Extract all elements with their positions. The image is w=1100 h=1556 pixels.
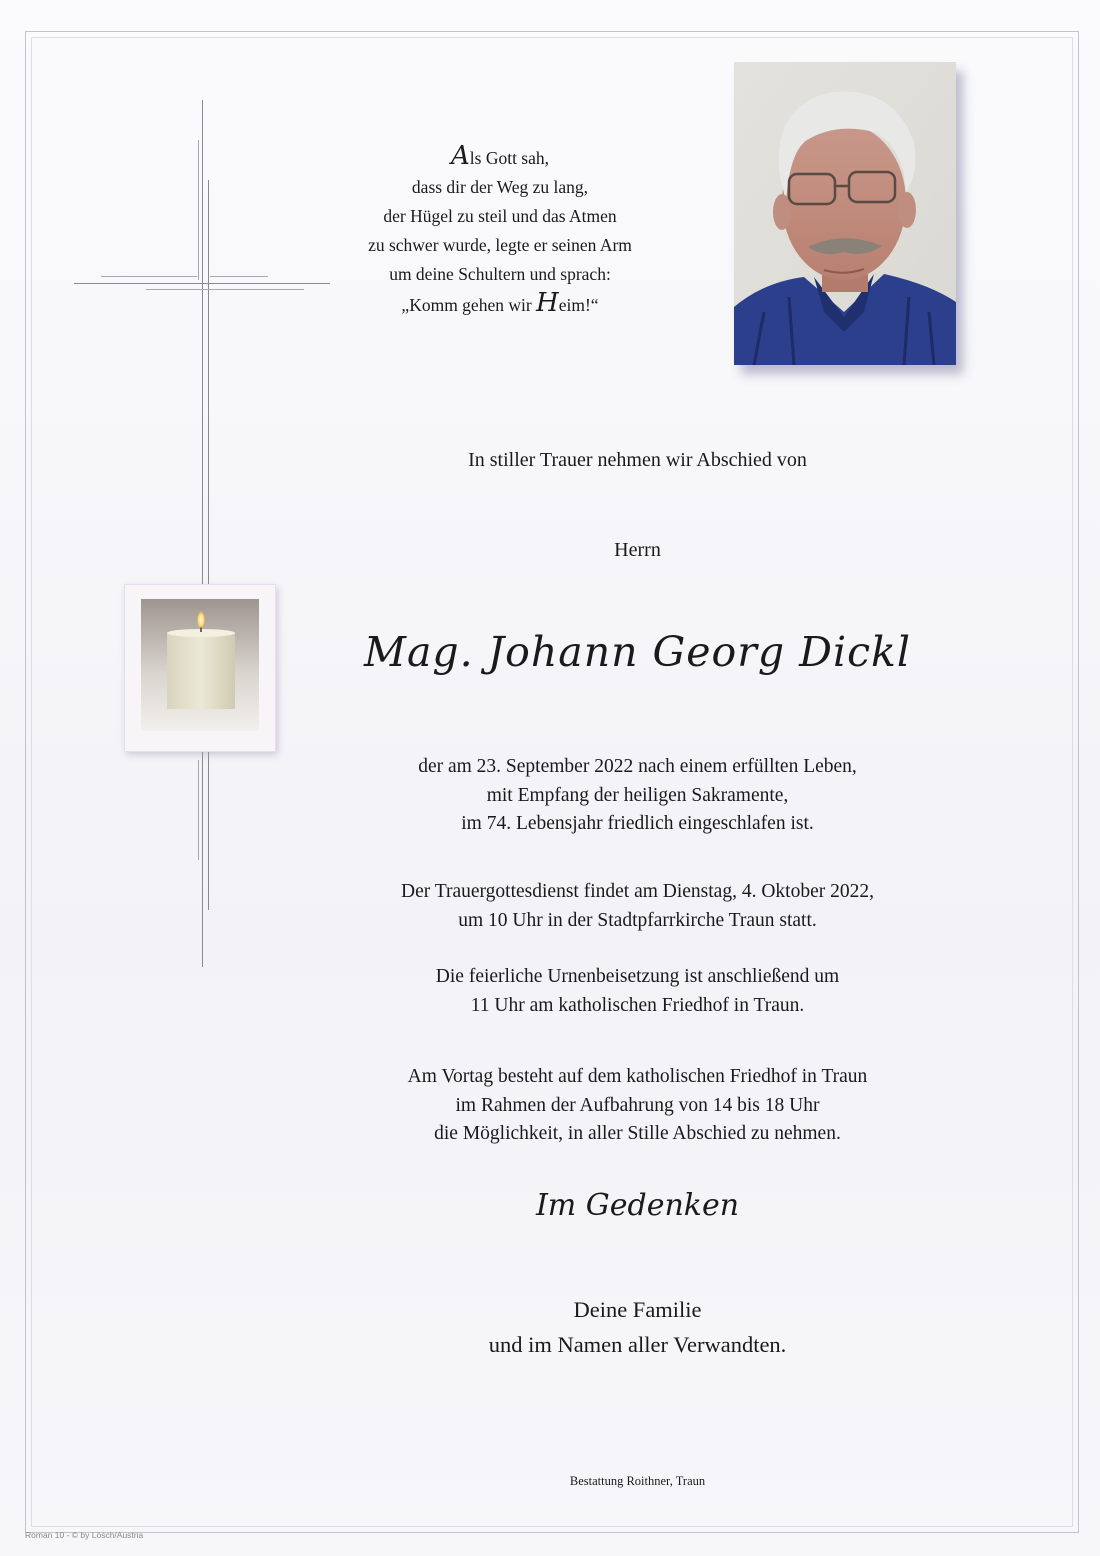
memorial-verse [330,142,670,320]
death-line-1: der am 23. September 2022 nach einem erfüllten Leben, [418,756,857,777]
family-line-1: Deine Familie [573,1297,702,1322]
urn-line-2: 11 Uhr am katholischen Friedhof in Traun. [470,994,805,1016]
funeral-home-credit: Bestattung Roithner, Traun [569,1474,706,1488]
candle-image [124,584,276,752]
funeral-service-notice [330,878,945,935]
in-memoriam-heading: Im Gedenken [535,1188,740,1223]
viewing-line-3: die Möglichkeit, in aller Stille Abschied zu nehmen. [434,1123,841,1144]
viewing-line-2: im Rahmen der Aufbahrung von 14 bis 18 Uhr [455,1094,820,1116]
verse-line-3: der Hügel zu steil und das Atmen [383,206,617,226]
farewell-intro: In stiller Trauer nehmen wir Abschied von [468,449,807,471]
verse-initial: A [450,141,470,171]
family-signature [330,1292,945,1362]
portrait-photo [734,62,956,365]
verse-line-6 [330,289,670,320]
verse-line-1 [330,142,670,173]
verse-last-cap: H [536,288,559,318]
family-line-2: und im Namen aller Verwandten. [488,1332,787,1357]
verse-line-2: dass dir der Weg zu lang, [411,177,589,197]
viewing-line-1: Am Vortag besteht auf dem katholischen Friedhof in Traun [407,1066,868,1087]
salutation: Herrn [614,539,661,561]
service-line-1: Der Trauergottesdienst findet am Dienstag, 4. Oktober 2022, [401,881,874,902]
viewing-notice [330,1063,945,1149]
service-line-2: um 10 Uhr in der Stadtpfarrkirche Traun statt. [458,909,817,931]
urn-burial-notice [330,963,945,1020]
template-credit: Roman 10 - © by Lösch/Austria [25,1530,144,1540]
verse-line-1-text: ls Gott sah, [469,148,550,168]
verse-line-4: zu schwer wurde, legte er seinen Arm [368,235,632,255]
death-line-3: im 74. Lebensjahr friedlich eingeschlafen ist. [461,813,814,834]
verse-last-post: eim!“ [558,295,599,315]
verse-last-pre: „Komm gehen wir [401,295,537,315]
urn-line-1: Die feierliche Urnenbeisetzung ist anschließend um [435,966,840,987]
death-line-2: mit Empfang der heiligen Sakramente, [486,784,789,806]
verse-line-5: um deine Schultern und sprach: [389,264,611,284]
deceased-name: Mag. Johann Georg Dickl [363,628,912,676]
death-notice [330,753,945,839]
